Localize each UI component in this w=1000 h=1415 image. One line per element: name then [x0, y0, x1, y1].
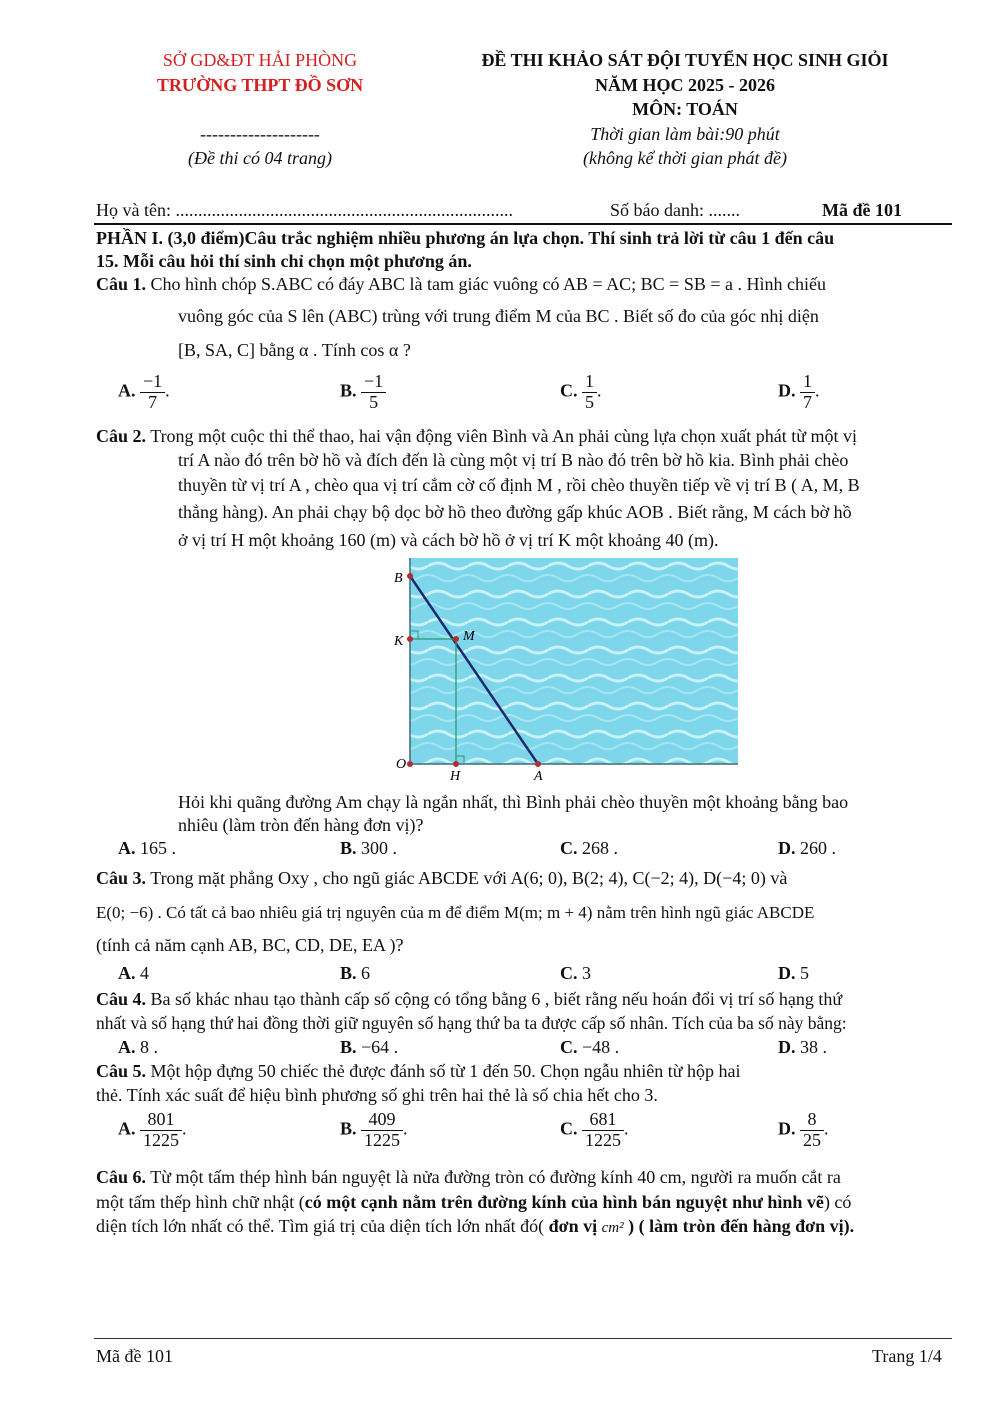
- question-3-text: Trong mặt phẳng Oxy , cho ngũ giác ABCDE với A(6; 0), B(2; 4), C(−2; 4), D(−4; 0) và: [150, 868, 788, 888]
- exam-code: Mã đề 101: [822, 200, 902, 220]
- q1-option-d[interactable]: D. $\frac{1}{7}$ .: [778, 371, 820, 412]
- option-key: A.: [118, 1037, 136, 1057]
- q6-bold-part: đơn vị: [544, 1216, 602, 1236]
- option-value: −64 .: [361, 1037, 399, 1057]
- question-5-text: Một hộp đựng 50 chiếc thẻ được đánh số từ 1 đến 50. Chọn ngẫu nhiên từ hộp hai: [150, 1061, 741, 1081]
- option-key: D.: [778, 1118, 796, 1139]
- footer-divider: [94, 1338, 952, 1339]
- question-2-text-line4: thẳng hàng). An phải chạy bộ dọc bờ hồ theo đường gấp khúc AOB . Biết rằng, M cách bờ hồ: [178, 502, 852, 522]
- q1-option-c[interactable]: C. $\frac{1}{5}$ .: [560, 371, 602, 412]
- pages-note: (Đề thi có 04 trang): [188, 148, 332, 168]
- option-key: B.: [340, 380, 357, 401]
- question-5: [96, 1061, 740, 1082]
- point-M: [453, 636, 459, 642]
- option-key: D.: [778, 1037, 796, 1057]
- q2-option-c[interactable]: [560, 838, 618, 859]
- option-key: C.: [560, 963, 578, 983]
- question-4-label: Câu 4.: [96, 989, 147, 1009]
- point-A: [535, 761, 541, 767]
- option-key: C.: [560, 380, 578, 401]
- footer-exam-code: Mã đề 101: [96, 1346, 173, 1366]
- q6-text-part: ) có: [823, 1192, 852, 1212]
- option-key: D.: [778, 380, 796, 401]
- q5-option-c[interactable]: C. $\frac{681}{1225}$ .: [560, 1109, 629, 1150]
- label-M: M: [463, 629, 475, 644]
- question-6-text: Từ một tấm thép hình bán nguyệt là nửa đường tròn có đường kính 40 cm, người ra muốn cắt ra: [150, 1167, 841, 1187]
- option-denominator: 7: [803, 391, 812, 412]
- option-key: A.: [118, 838, 136, 858]
- question-4: [96, 989, 842, 1010]
- option-numerator: 681: [582, 1110, 624, 1131]
- question-2-text-line2: trí A nào đó trên bờ hồ và đích đến là cùng một vị trí B nào đó trên bờ hồ kia. Bình phải chèo: [178, 450, 849, 470]
- question-3-text-line3: (tính cả năm cạnh AB, BC, CD, DE, EA )?: [96, 935, 404, 955]
- option-key: B.: [340, 1037, 357, 1057]
- question-1: [96, 274, 826, 295]
- question-3-label: Câu 3.: [96, 868, 147, 888]
- question-3-text-line2: E(0; −6) . Có tất cả bao nhiêu giá trị nguyên của m để điểm M(m; m + 4) nằm trên hình ngũ giác ABCDE: [96, 903, 815, 922]
- option-value: 300 .: [361, 838, 398, 858]
- question-2-label: Câu 2.: [96, 426, 147, 446]
- option-denominator: 1225: [143, 1129, 179, 1150]
- option-key: A.: [118, 380, 136, 401]
- option-denominator: 5: [369, 391, 379, 412]
- lake-water: [410, 558, 738, 764]
- exam-time-note: (không kể thời gian phát đề): [582, 148, 788, 168]
- option-key: A.: [118, 963, 136, 983]
- option-value: 4: [140, 963, 149, 983]
- student-name-field: Họ và tên: ...........................................................................: [96, 200, 513, 220]
- question-2-text: Trong một cuộc thi thể thao, hai vận động viên Bình và An phải cùng lựa chọn xuất phát từ một vị: [150, 426, 857, 446]
- question-1-text-line2: vuông góc của S lên (ABC) trùng với trung điểm M của BC . Biết số đo của góc nhị diện: [178, 306, 819, 326]
- question-6-text-line3: [96, 1216, 854, 1237]
- option-numerator: 1: [582, 372, 597, 393]
- point-K: [407, 636, 413, 642]
- label-O: O: [396, 757, 407, 772]
- question-2-text-line5: ở vị trí H một khoảng 160 (m) và cách bờ hồ ở vị trí K một khoảng 40 (m).: [178, 530, 719, 550]
- option-numerator: 1: [800, 372, 815, 393]
- option-value: 5: [800, 963, 809, 983]
- q5-option-d[interactable]: D. $\frac{8}{25}$ .: [778, 1109, 829, 1150]
- option-value: 3: [582, 963, 591, 983]
- label-B: B: [394, 571, 403, 586]
- footer-page-number: Trang 1/4: [872, 1346, 942, 1366]
- point-B: [407, 573, 413, 579]
- header-dashes: --------------------: [200, 124, 320, 144]
- question-1-text-line3: [B, SA, C] bằng α . Tính cos α ?: [178, 340, 411, 360]
- question-6-label: Câu 6.: [96, 1167, 147, 1187]
- q2-option-d[interactable]: [778, 838, 836, 859]
- q6-text-part: một tấm thếp hình chữ nhật (: [96, 1192, 305, 1212]
- option-key: B.: [340, 838, 357, 858]
- question-2-ask-cont: nhiêu (làm tròn đến hàng đơn vị)?: [178, 815, 424, 835]
- question-5-text-line2: thẻ. Tính xác suất để hiệu bình phương số ghi trên hai thẻ là số chia hết cho 3.: [96, 1085, 658, 1105]
- question-2-ask: Hỏi khi quãng đường Am chạy là ngắn nhất, thì Bình phải chèo thuyền một khoảng bằng bao: [178, 792, 849, 812]
- option-value: 260 .: [800, 838, 836, 858]
- q4-option-a[interactable]: [118, 1037, 158, 1058]
- student-id-field: Số báo danh: .......: [610, 200, 740, 220]
- question-2: [96, 426, 857, 447]
- q2-option-a[interactable]: [118, 838, 176, 859]
- q4-option-c[interactable]: [560, 1037, 619, 1058]
- school-name: TRƯỜNG THPT ĐỒ SƠN: [156, 75, 364, 95]
- part1-heading: PHẦN I. (3,0 điểm)Câu trắc nghiệm nhiều phương án lựa chọn. Thí sinh trả lời từ câu 1 đến câu: [96, 228, 835, 248]
- option-key: C.: [560, 1118, 578, 1139]
- school-year: NĂM HỌC 2025 - 2026: [595, 75, 775, 95]
- question-4-text: Ba số khác nhau tạo thành cấp số cộng có tổng bằng 6 , biết rằng nếu hoán đổi vị trí số hạng thứ: [150, 989, 843, 1009]
- option-denominator: 25: [803, 1129, 821, 1150]
- question-1-label: Câu 1.: [96, 274, 147, 294]
- subject: MÔN: TOÁN: [632, 99, 738, 119]
- option-value: 38 .: [800, 1037, 827, 1057]
- option-key: C.: [560, 1037, 578, 1057]
- option-denominator: 1225: [364, 1129, 401, 1150]
- label-A: A: [534, 769, 543, 784]
- question-2-text-line3: thuyền từ vị trí A , chèo qua vị trí cắm cờ cố định M , rồi chèo thuyền tiếp về vị trí B ( A, M, B: [178, 475, 860, 495]
- department-name: SỞ GD&ĐT HẢI PHÒNG: [162, 50, 358, 70]
- option-key: B.: [340, 963, 357, 983]
- question-1-text: Cho hình chóp S.ABC có đáy ABC là tam giác vuông có AB = AC; BC = SB = a . Hình chiếu: [150, 274, 826, 294]
- q4-option-d[interactable]: [778, 1037, 827, 1058]
- exam-time: Thời gian làm bài:90 phút: [590, 124, 780, 144]
- option-value: 165 .: [140, 838, 176, 858]
- q4-option-b[interactable]: [340, 1037, 398, 1058]
- option-key: D.: [778, 838, 796, 858]
- option-denominator: 5: [585, 391, 594, 412]
- question-6: [96, 1167, 841, 1188]
- q1-option-a[interactable]: A. $\frac{-1}{7}$ .: [118, 371, 170, 412]
- option-numerator: −1: [361, 372, 386, 393]
- q3-option-a[interactable]: [118, 963, 149, 984]
- q3-option-b[interactable]: [340, 963, 370, 984]
- q6-bold-part: có một cạnh nằm trên đường kính của hình bán nguyệt như hình vẽ: [304, 1192, 824, 1212]
- option-key: B.: [340, 1118, 357, 1139]
- option-key: C.: [560, 838, 578, 858]
- point-H: [453, 761, 459, 767]
- q5-option-b[interactable]: B. $\frac{409}{1225}$ .: [340, 1109, 408, 1150]
- q2-option-b[interactable]: [340, 838, 397, 859]
- label-H: H: [450, 769, 461, 784]
- option-numerator: 409: [361, 1110, 403, 1131]
- q5-option-a[interactable]: A. $\frac{801}{1225}$ .: [118, 1109, 187, 1150]
- option-value: 268 .: [582, 838, 618, 858]
- option-value: 8 .: [140, 1037, 158, 1057]
- q3-option-c[interactable]: [560, 963, 591, 984]
- q6-bold-part: ) ( làm tròn đến hàng đơn vị).: [623, 1216, 855, 1236]
- option-denominator: 7: [148, 391, 158, 412]
- question-4-text-line2: nhất và số hạng thứ hai đồng thời giữ nguyên số hạng thứ ba ta được cấp số nhân. Tích của ba số này bằng:: [96, 1013, 847, 1033]
- option-numerator: 801: [140, 1110, 182, 1131]
- point-O: [407, 761, 413, 767]
- exam-title: ĐỀ THI KHẢO SÁT ĐỘI TUYỂN HỌC SINH GIỎI: [481, 50, 889, 70]
- q1-option-b[interactable]: [340, 372, 386, 413]
- q6-text-part: diện tích lớn nhất có thể. Tìm giá trị của diện tích lớn nhất đó(: [96, 1216, 545, 1236]
- q6-unit: cm²: [601, 1220, 624, 1236]
- option-numerator: 8: [800, 1110, 824, 1131]
- option-key: D.: [778, 963, 796, 983]
- label-K: K: [394, 634, 404, 649]
- question-3: [96, 868, 787, 889]
- option-numerator: −1: [140, 372, 165, 393]
- option-value: 6: [361, 963, 371, 983]
- lake-figure: [388, 556, 743, 786]
- option-denominator: 1225: [585, 1129, 621, 1150]
- question-6-text-line2: [96, 1192, 851, 1213]
- option-value: −48 .: [582, 1037, 620, 1057]
- option-key: A.: [118, 1118, 136, 1139]
- q3-option-d[interactable]: [778, 963, 809, 984]
- question-5-label: Câu 5.: [96, 1061, 147, 1081]
- part1-heading-cont: 15. Mỗi câu hỏi thí sinh chỉ chọn một phương án.: [96, 251, 472, 271]
- header-divider: [94, 223, 952, 225]
